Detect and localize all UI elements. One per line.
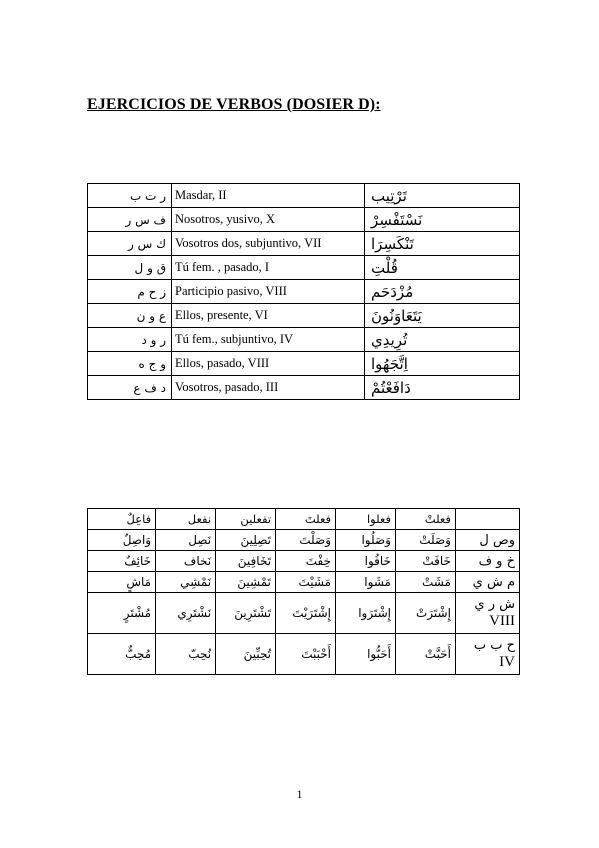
root-cell: ك س ر [88, 232, 172, 256]
verb-form-cell: وَاصِلٌ [88, 530, 156, 551]
page-title: EJERCICIOS DE VERBOS (DOSIER D): [87, 96, 381, 113]
verb-form-cell: مَشَتْ [395, 572, 455, 593]
verb-form-cell: وَصَلْتَ [276, 530, 336, 551]
conjugation-table [87, 508, 520, 675]
root-cell: ر ت ب [88, 184, 172, 208]
verb-form-cell: تُحِبِّينَ [216, 634, 276, 675]
description-cell: Ellos, pasado, VIII [172, 352, 365, 376]
description-cell: Nosotros, yusivo, X [172, 208, 365, 232]
table-row [88, 232, 520, 256]
table-row [88, 280, 520, 304]
verb-form-cell: إِشْتَرَتْ [395, 593, 455, 634]
answer-cell: اِتَّجَهُوا [365, 352, 520, 376]
column-header: تفعلين [216, 509, 276, 530]
table-row [88, 634, 520, 675]
column-header: فعلوا [336, 509, 396, 530]
table-row [88, 208, 520, 232]
root-letters: ش ر ي [474, 597, 515, 612]
root-cell [455, 634, 519, 675]
root-letters: خ و ف [478, 553, 515, 569]
header-row [88, 509, 520, 530]
table-row [88, 572, 520, 593]
answer-cell: قُلْتِ [365, 256, 520, 280]
table-row [88, 352, 520, 376]
column-header: نفعل [156, 509, 216, 530]
verb-form-cell: أَحَبُّوا [336, 634, 396, 675]
table-row [88, 530, 520, 551]
table-row [88, 593, 520, 634]
verb-form-cell: نُحِبّ [156, 634, 216, 675]
root-cell: ف س ر [88, 208, 172, 232]
root-cell: ق و ل [88, 256, 172, 280]
verb-form-cell: مُشْتَرٍ [88, 593, 156, 634]
root-cell: ع و ن [88, 304, 172, 328]
verb-form-cell: مَشَيْتَ [276, 572, 336, 593]
root-cell [455, 572, 519, 593]
description-cell: Participio pasivo, VIII [172, 280, 365, 304]
verb-form-cell: نَمْشِي [156, 572, 216, 593]
answer-cell: مُزْدَحَم [365, 280, 520, 304]
answer-cell: تَنْكَسِرَا [365, 232, 520, 256]
table-row [88, 184, 520, 208]
answer-cell: دَافَعْتُمْ [365, 376, 520, 400]
description-cell: Masdar, II [172, 184, 365, 208]
verb-form-cell: أَحْبَبْتَ [276, 634, 336, 675]
root-letters: ح ب ب [473, 638, 515, 653]
column-header: فعلتْ [395, 509, 455, 530]
root-cell: د ف ع [88, 376, 172, 400]
empty-corner-cell [455, 509, 519, 530]
description-cell: Tú fem. , pasado, I [172, 256, 365, 280]
verb-form-cell: تَصِلِينَ [216, 530, 276, 551]
root-letters: وص ل [479, 532, 515, 548]
table-row [88, 304, 520, 328]
verb-form-cell: خَافَتْ [395, 551, 455, 572]
description-cell: Ellos, presente, VI [172, 304, 365, 328]
verb-form-cell: خَائِفٌ [88, 551, 156, 572]
verb-form-cell: إِشْتَرَوا [336, 593, 396, 634]
verb-form-numeral: IV [499, 654, 515, 670]
root-cell: ز ح م [88, 280, 172, 304]
verb-form-cell: خِفْتَ [276, 551, 336, 572]
root-cell [455, 593, 519, 634]
table-row [88, 328, 520, 352]
description-cell: Tú fem., subjuntivo, IV [172, 328, 365, 352]
table-row [88, 256, 520, 280]
column-header: فعلتَ [276, 509, 336, 530]
root-letters: م ش ي [472, 574, 515, 590]
verb-form-cell: وَصَلَتْ [395, 530, 455, 551]
verb-form-cell: أَحَبَّتْ [395, 634, 455, 675]
verb-form-numeral: VIII [489, 613, 515, 629]
root-cell: ر و د [88, 328, 172, 352]
verb-form-cell: خَافُوا [336, 551, 396, 572]
answer-cell: تُرِيدِي [365, 328, 520, 352]
verb-form-cell: تَمْشِينَ [216, 572, 276, 593]
verb-form-cell: مَشَوا [336, 572, 396, 593]
answer-cell: نَسْتَفْسِرْ [365, 208, 520, 232]
answer-cell: تَرْتِيب [365, 184, 520, 208]
verb-exercise-table [87, 183, 520, 400]
verb-form-cell: وَصَلُوا [336, 530, 396, 551]
root-cell [455, 530, 519, 551]
column-header: فاعِلٌ [88, 509, 156, 530]
page-number: 1 [296, 787, 303, 801]
root-cell: و ج ه [88, 352, 172, 376]
verb-form-cell: تَشْتَرِينَ [216, 593, 276, 634]
answer-cell: يَتَعَاوَنُونَ [365, 304, 520, 328]
description-cell: Vosotros, pasado, III [172, 376, 365, 400]
table-row [88, 376, 520, 400]
description-cell: Vosotros dos, subjuntivo, VII [172, 232, 365, 256]
verb-form-cell: تَخَافِينَ [216, 551, 276, 572]
table-row [88, 551, 520, 572]
verb-form-cell: نَشْتَرِي [156, 593, 216, 634]
verb-form-cell: نَخاف [156, 551, 216, 572]
verb-form-cell: إِشْتَرَيْتَ [276, 593, 336, 634]
verb-form-cell: نَصِل [156, 530, 216, 551]
verb-form-cell: مَاشٍ [88, 572, 156, 593]
root-cell [455, 551, 519, 572]
verb-form-cell: مُحِبٌّ [88, 634, 156, 675]
